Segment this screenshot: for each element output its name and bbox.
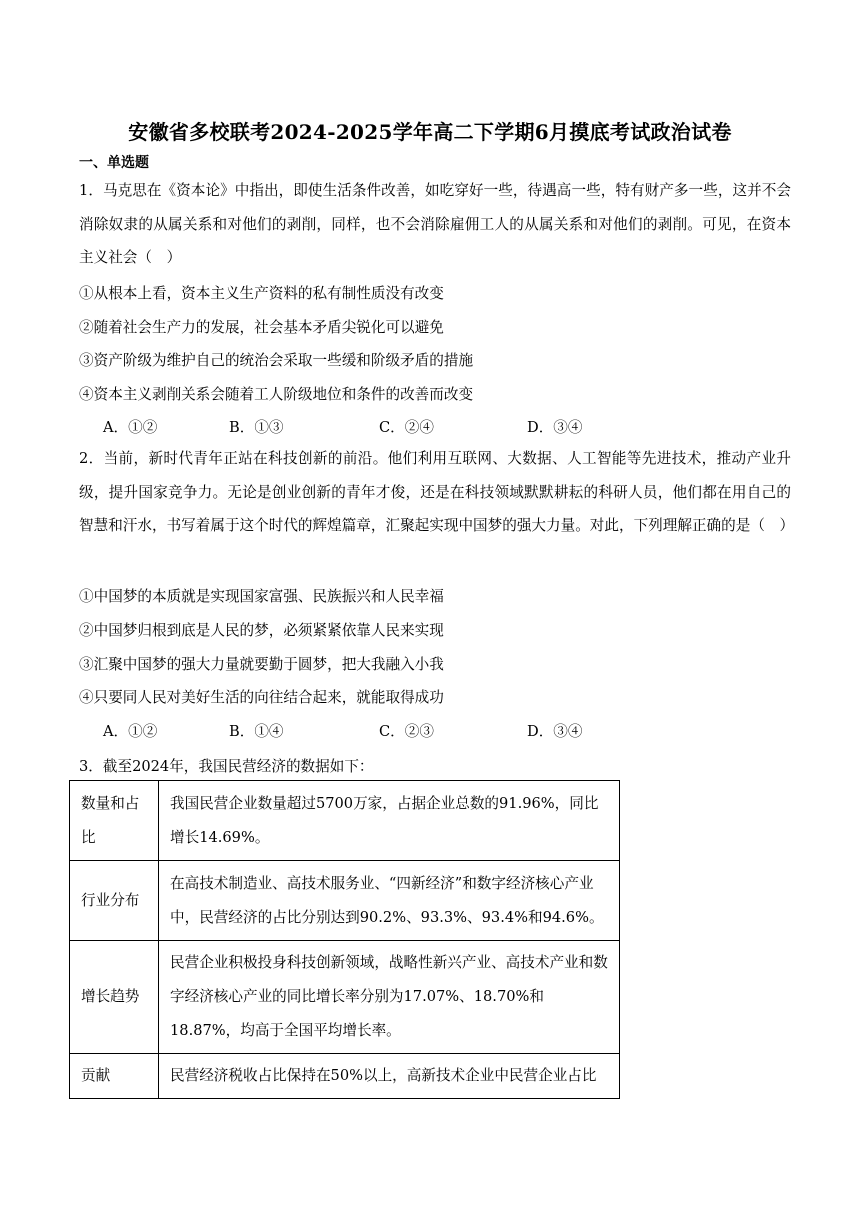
question-1-option-a[interactable]: A．①② [103, 419, 158, 436]
table-row-head: 增长趋势 [70, 941, 159, 1054]
table-row-body: 民营企业积极投身科技创新领域，战略性新兴产业、高技术产业和数字经济核心产业的同比增长率分别为17.07%、18.70%和18.87%，均高于全国平均增长率。 [159, 941, 620, 1054]
table-row [70, 781, 620, 861]
question-1-option-c[interactable]: C．②④ [379, 419, 434, 436]
table-row-body: 我国民营企业数量超过5700万家，占据企业总数的91.96%，同比增长14.69%。 [159, 781, 620, 861]
table-row [70, 941, 620, 1054]
section-heading: 一、单选题 [79, 155, 149, 171]
table-row-body: 在高技术制造业、高技术服务业、“四新经济”和数字经济核心产业中，民营经济的占比分别达到90.2%、93.3%、93.4%和94.6%。 [159, 861, 620, 941]
question-2-item-3: ③汇聚中国梦的强大力量就要勤于圆梦，把大我融入小我 [79, 656, 444, 673]
table-row [70, 861, 620, 941]
question-2-stem: 2．当前，新时代青年正站在科技创新的前沿。他们利用互联网、大数据、人工智能等先进技术，推动产业升级，提升国家竞争力。无论是创业创新的青年才俊，还是在科技领域默默耕耘的科研人员，他们都在用自己的智慧和汗水，书写着属于这个时代的辉煌篇章，汇聚起实现中国梦的强大力量。对此，下列理解正确的是（ ） [79, 450, 795, 535]
question-1-item-2: ②随着社会生产力的发展，社会基本矛盾尖锐化可以避免 [79, 319, 444, 336]
question-1-item-1: ①从根本上看，资本主义生产资料的私有制性质没有改变 [79, 285, 444, 302]
question-2-option-d[interactable]: D．③④ [527, 723, 583, 740]
table-row-head: 行业分布 [70, 861, 159, 941]
question-2-item-4: ④只要同人民对美好生活的向往结合起来，就能取得成功 [79, 689, 444, 706]
question-1-item-3: ③资产阶级为维护自己的统治会采取一些缓和阶级矛盾的措施 [79, 352, 474, 369]
question-2-item-2: ②中国梦归根到底是人民的梦，必须紧紧依靠人民来实现 [79, 622, 444, 639]
table-row-body: 民营经济税收占比保持在50%以上，高新技术企业中民营企业占比 [159, 1054, 620, 1099]
page-title: 安徽省多校联考2024-2025学年高二下学期6月摸底考试政治试卷 [128, 120, 732, 144]
table-row-head: 贡献 [70, 1054, 159, 1099]
table-row [70, 1054, 620, 1099]
question-1-stem: 1．马克思在《资本论》中指出，即使生活条件改善，如吃穿好一些，待遇高一些，特有财产多一些，这并不会消除奴隶的从属关系和对他们的剥削，同样，也不会消除雇佣工人的从属关系和对他们的剥削。可见，在资本主义社会（ ） [79, 182, 791, 267]
question-2-option-c[interactable]: C．②③ [379, 723, 434, 740]
question-2-option-a[interactable]: A．①② [103, 723, 158, 740]
question-3-stem: 3．截至2024年，我国民营经济的数据如下： [79, 758, 374, 775]
question-1-option-b[interactable]: B．①③ [229, 419, 284, 436]
question-1-item-4: ④资本主义剥削关系会随着工人阶级地位和条件的改善而改变 [79, 386, 474, 403]
question-2-item-1: ①中国梦的本质就是实现国家富强、民族振兴和人民幸福 [79, 588, 444, 605]
question-2-option-b[interactable]: B．①④ [229, 723, 284, 740]
table-row-head: 数量和占比 [70, 781, 159, 861]
private-economy-table [69, 780, 620, 1099]
question-1-option-d[interactable]: D．③④ [527, 419, 583, 436]
